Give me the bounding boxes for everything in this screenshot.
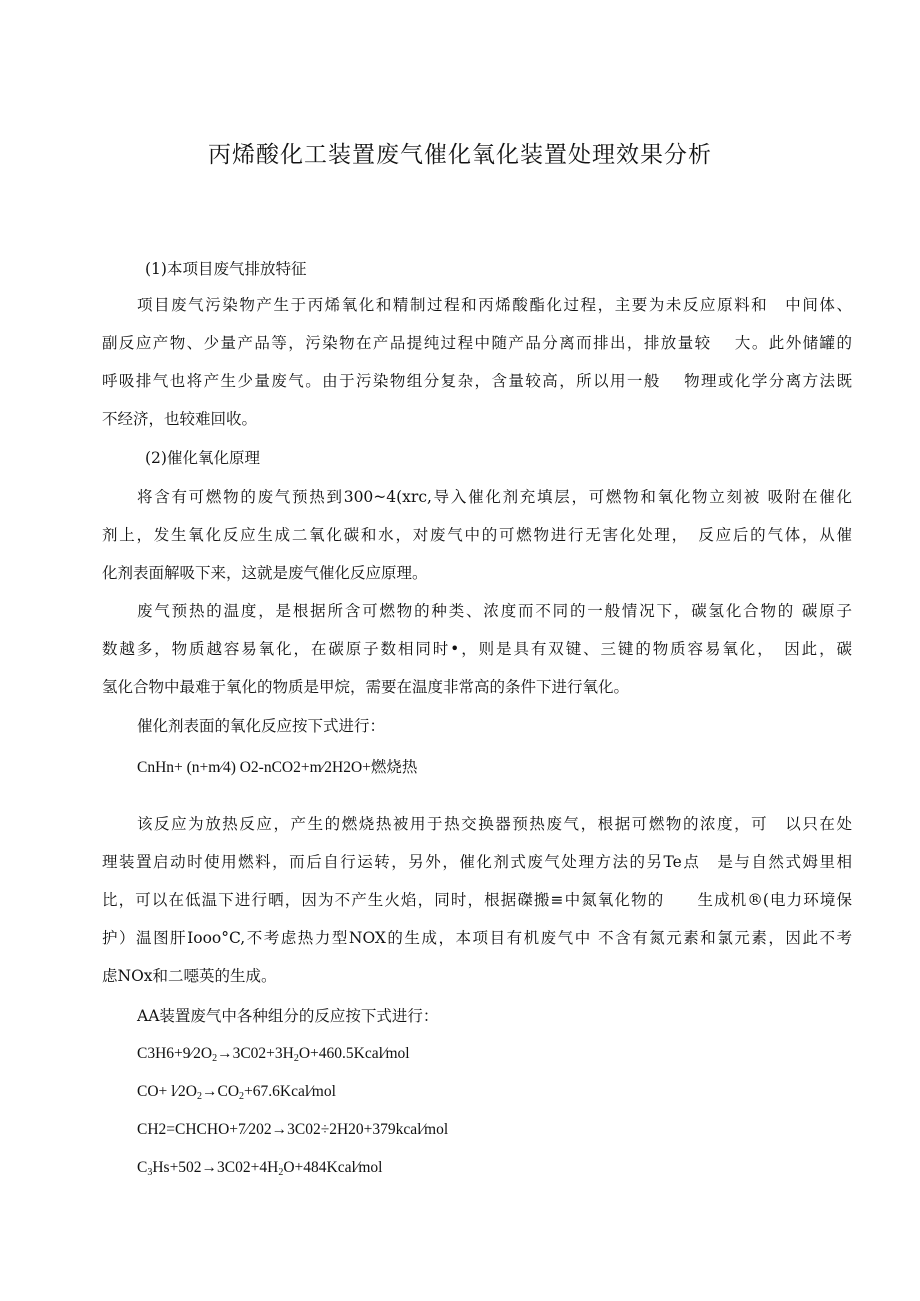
section1-line-4: 不经济，也较难回收。 — [102, 410, 258, 428]
section2-para1-line-1: 将含有可燃物的废气预热到300~4(xrc,导入催化剂充填层，可燃物和氧化物立刻被 吸附在催化 — [137, 488, 852, 506]
reaction-formula: CnHn+ (n+m⁄4) O2-nCO2+m⁄2H2O+燃烧热 — [137, 759, 418, 776]
section1-line-2: 副反应产物、少量产品等，污染物在产品提纯过程中随产品分离而排出，排放量较 大。此外储罐的 — [102, 334, 852, 352]
section2-para2-line-3: 氢化合物中最难于氧化的物质是甲烷，需要在温度非常高的条件下进行氧化。 — [102, 678, 630, 696]
section2-para2-line-2: 数越多，物质越容易氧化，在碳原子数相同时•，则是具有双键、三键的物质容易氧化， 因此，碳 — [102, 640, 852, 658]
section2-para2-line-1: 废气预热的温度，是根据所含可燃物的种类、浓度而不同的一般情况下，碳氢化合物的 碳原子 — [137, 602, 852, 620]
section1-heading: (1)本项目废气排放特征 — [145, 260, 307, 278]
section2-para1-line-3: 化剂表面解吸下来，这就是废气催化反应原理。 — [102, 564, 428, 582]
equation-3: CH2=CHCHO+7⁄202→3C02÷2H20+379kcal⁄mol — [137, 1121, 449, 1138]
section1-line-1: 项目废气污染物产生于丙烯氧化和精制过程和丙烯酸酯化过程，主要为未反应原料和 中间体、 — [137, 296, 852, 314]
equation-2: $CO+ l⁄2O_2\to CO_2+67.6Kcal⁄mol$ — [137, 1083, 336, 1102]
equation-1: $C3H6+9⁄2O_2\to 3C02+3H_2O+460.5Kcal⁄mol$ — [137, 1045, 410, 1064]
section2-para3-line-5: 虑NOx和二噁英的生成。 — [102, 967, 277, 985]
aa-intro: AA装置废气中各种组分的反应按下式进行： — [137, 1007, 439, 1025]
section2-para3-line-4: 护）温图肝Iooo°C,不考虑热力型NOX的生成，本项目有机废气中 不含有氮元素和氯元素，因此不考 — [102, 929, 852, 947]
section2-para3-line-3: 比，可以在低温下进行晒，因为不产生火焰，同时，根据磔搬≡中氮氧化物的 生成机®(电力环境保 — [102, 891, 852, 909]
section1-line-3: 呼吸排气也将产生少量废气。由于污染物组分复杂，含量较高，所以用一般 物理或化学分离方法既 — [102, 372, 852, 390]
section2-para3-line-2: 理装置启动时使用燃料，而后自行运转，另外，催化剂式废气处理方法的另Te点 是与自然式姆里相 — [102, 853, 852, 871]
section2-para1-line-2: 剂上，发生氧化反应生成二氧化碳和水，对废气中的可燃物进行无害化处理， 反应后的气体，从催 — [102, 526, 852, 544]
equation-4: $C_3Hs+502\to 3C02+4H_2O+484Kcal⁄mol$ — [137, 1159, 383, 1178]
document-title: 丙烯酸化工装置废气催化氧化装置处理效果分析 — [208, 142, 712, 168]
section2-heading: (2)催化氧化原理 — [145, 449, 260, 467]
reaction-intro: 催化剂表面的氧化反应按下式进行： — [137, 717, 386, 735]
section2-para3-line-1: 该反应为放热反应，产生的燃烧热被用于热交换器预热废气，根据可燃物的浓度，可 以只在处 — [137, 815, 852, 833]
